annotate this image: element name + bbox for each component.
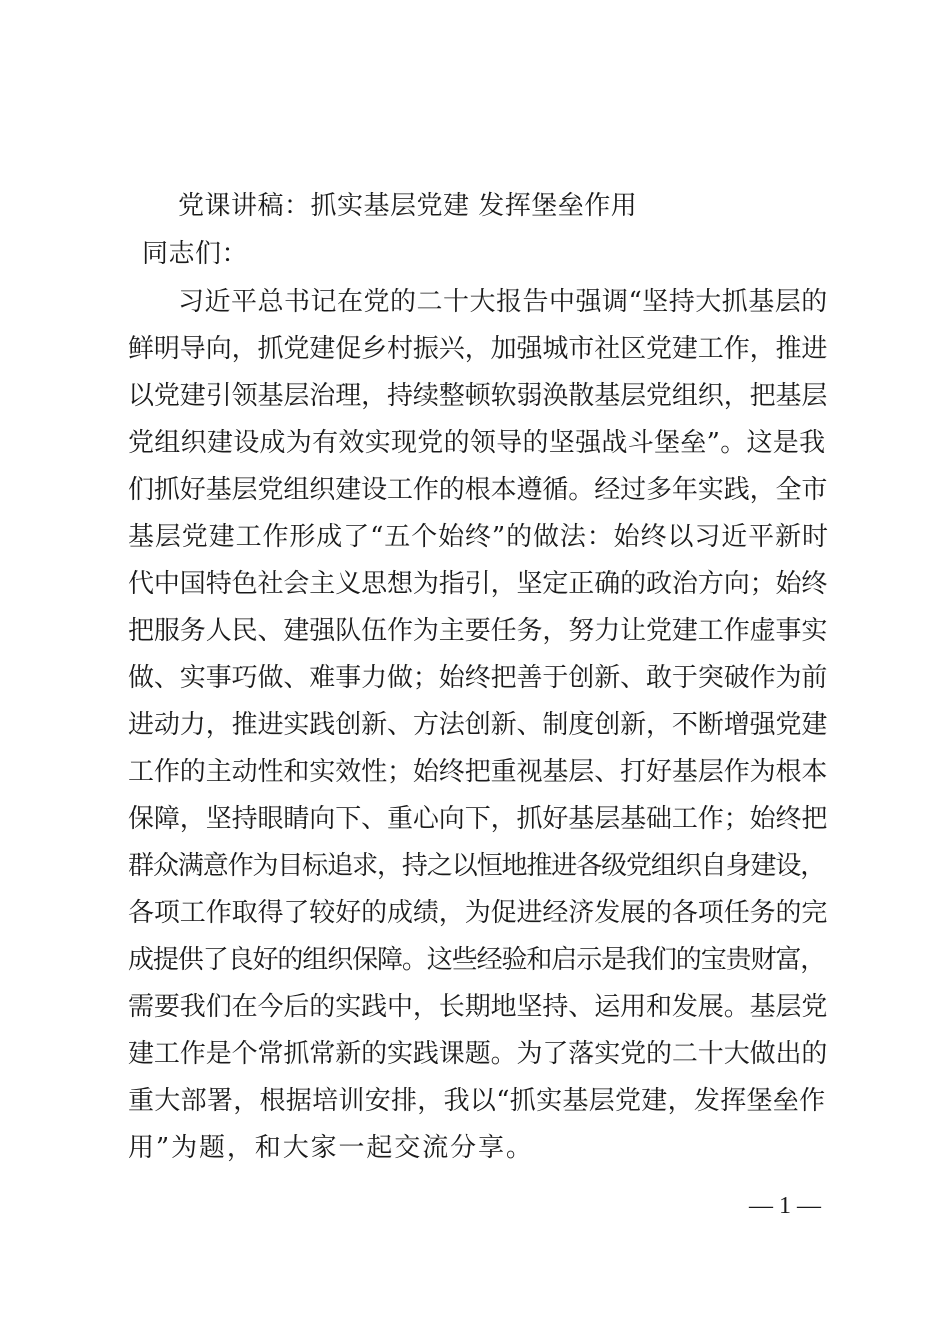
- document-title: 党课讲稿：抓实基层党建 发挥堡垒作用: [178, 191, 638, 221]
- paragraph-line: 习近平总书记在党的二十大报告中强调“坚持大抓基层的: [178, 287, 828, 317]
- paragraph-line: 鲜明导向，抓党建促乡村振兴，加强城市社区党建工作，推进: [128, 334, 828, 364]
- paragraph-line: 们抓好基层党组织建设工作的根本遵循。经过多年实践，全市: [128, 475, 828, 505]
- paragraph-line: 成提供了良好的组织保障。这些经验和启示是我们的宝贵财富，: [128, 945, 826, 975]
- paragraph-line: 以党建引领基层治理，持续整顿软弱涣散基层党组织，把基层: [128, 381, 828, 411]
- paragraph-line: 各项工作取得了较好的成绩，为促进经济发展的各项任务的完: [128, 898, 828, 928]
- paragraph-line: 重大部署，根据培训安排，我以“抓实基层党建，发挥堡垒作: [128, 1086, 826, 1116]
- paragraph-line: 进动力，推进实践创新、方法创新、制度创新，不断增强党建: [128, 710, 828, 740]
- paragraph-line: 工作的主动性和实效性；始终把重视基层、打好基层作为根本: [128, 757, 828, 787]
- paragraph-line: 做、实事巧做、难事力做；始终把善于创新、敢于突破作为前: [128, 663, 828, 693]
- paragraph-line: 基层党建工作形成了“五个始终”的做法：始终以习近平新时: [128, 522, 829, 552]
- paragraph-line: 党组织建设成为有效实现党的领导的坚强战斗堡垒”。这是我: [128, 428, 826, 458]
- paragraph-line: 建工作是个常抓常新的实践课题。为了落实党的二十大做出的: [128, 1039, 828, 1069]
- paragraph-line: 把服务人民、建强队伍作为主要任务，努力让党建工作虚事实: [128, 616, 828, 646]
- paragraph-line: 保障，坚持眼睛向下、重心向下，抓好基层基础工作；始终把: [128, 804, 828, 834]
- page-number: — 1 —: [749, 1193, 821, 1219]
- paragraph-line: 需要我们在今后的实践中，长期地坚持、运用和发展。基层党: [128, 992, 828, 1022]
- paragraph-line: 群众满意作为目标追求，持之以恒地推进各级党组织自身建设，: [128, 851, 826, 881]
- salutation: 同志们：: [142, 239, 249, 269]
- paragraph-line: 用”为题，和大家一起交流分享。: [128, 1133, 534, 1163]
- paragraph-line: 代中国特色社会主义思想为指引，坚定正确的政治方向；始终: [128, 569, 828, 599]
